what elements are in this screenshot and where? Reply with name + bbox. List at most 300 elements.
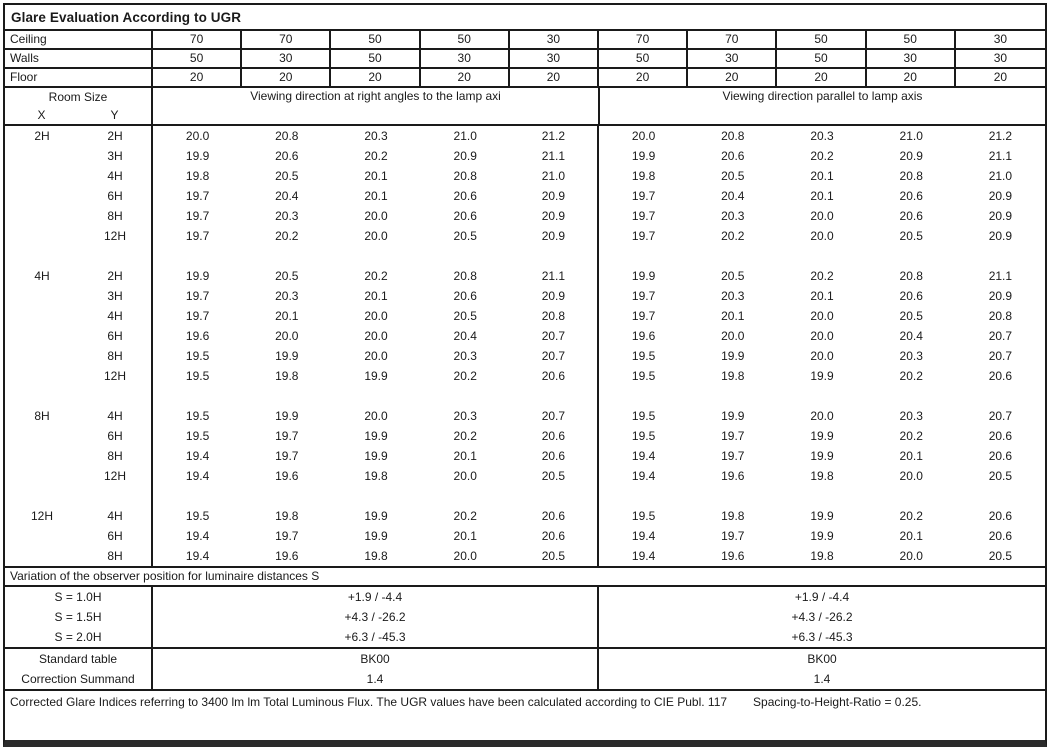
ugr-value: 20.8 bbox=[899, 169, 923, 183]
surface-value: 20 bbox=[331, 69, 420, 86]
ugr-value: 19.9 bbox=[275, 409, 299, 423]
ugr-value bbox=[956, 486, 1045, 506]
variation-row-right-value: +1.9 / -4.4 bbox=[794, 590, 850, 604]
room-x-label bbox=[5, 246, 79, 266]
ugr-value: 20.5 bbox=[899, 309, 923, 323]
ugr-value: 20.4 bbox=[275, 189, 299, 203]
ugr-value: 20.5 bbox=[510, 466, 599, 486]
ugr-value: 20.7 bbox=[988, 409, 1013, 423]
ugr-value: 20.1 bbox=[810, 169, 834, 183]
spacing-ratio-note: Spacing-to-Height-Ratio = 0.25. bbox=[753, 695, 922, 709]
surface-value: 50 bbox=[331, 31, 420, 48]
ugr-value: 19.9 bbox=[631, 269, 656, 283]
ugr-value: 19.8 bbox=[275, 369, 299, 383]
ugr-value: 19.9 bbox=[185, 149, 210, 163]
room-y-label: 4H bbox=[79, 406, 153, 426]
room-y-label: 12H bbox=[79, 366, 153, 386]
ugr-value: 20.0 bbox=[810, 329, 834, 343]
ugr-value: 20.9 bbox=[988, 289, 1013, 303]
room-x-label bbox=[5, 226, 79, 246]
ugr-value: 20.6 bbox=[988, 369, 1013, 383]
surface-value: 20 bbox=[993, 70, 1008, 84]
ugr-data-row bbox=[5, 526, 1045, 546]
ugr-value bbox=[153, 386, 242, 406]
ugr-value: 20.7 bbox=[988, 329, 1013, 343]
ugr-value: 19.6 bbox=[721, 469, 745, 483]
ugr-data-row bbox=[5, 266, 1045, 286]
surface-value: 70 bbox=[599, 31, 688, 48]
ugr-value: 19.8 bbox=[631, 169, 656, 183]
ugr-value: 20.3 bbox=[721, 289, 745, 303]
variation-header: Variation of the observer position for luminaire distances S bbox=[5, 568, 1045, 587]
surface-value: 20 bbox=[242, 69, 331, 86]
summary-row-correction-summand bbox=[5, 669, 1045, 689]
ugr-value bbox=[510, 386, 599, 406]
ugr-value: 20.0 bbox=[185, 129, 210, 143]
ugr-value: 20.3 bbox=[721, 209, 745, 223]
ugr-value: 20.6 bbox=[988, 429, 1013, 443]
ugr-value: 19.5 bbox=[185, 429, 210, 443]
ugr-value: 20.0 bbox=[899, 469, 923, 483]
ugr-value: 19.7 bbox=[275, 429, 299, 443]
ugr-value: 20.2 bbox=[364, 149, 388, 163]
ugr-value bbox=[510, 486, 599, 506]
spacer-row bbox=[5, 386, 1045, 406]
ugr-value: 19.5 bbox=[185, 349, 210, 363]
ugr-value: 20.0 bbox=[364, 309, 388, 323]
ugr-value: 20.3 bbox=[275, 209, 299, 223]
spacer-row bbox=[5, 246, 1045, 266]
room-y-label bbox=[79, 386, 153, 406]
summary-row-standard-table-left-value: BK00 bbox=[153, 649, 599, 669]
ugr-value: 20.8 bbox=[453, 269, 477, 283]
y-column-header: Y bbox=[110, 108, 119, 122]
ugr-value: 19.7 bbox=[631, 289, 656, 303]
summary-label: Correction Summand bbox=[5, 669, 153, 689]
ugr-value: 20.0 bbox=[364, 409, 388, 423]
room-x-label: 2H bbox=[34, 129, 50, 143]
viewing-direction-right-header: Viewing direction parallel to lamp axis bbox=[722, 89, 923, 103]
ugr-value: 20.9 bbox=[899, 149, 923, 163]
ugr-value: 19.9 bbox=[810, 509, 834, 523]
ugr-value bbox=[956, 386, 1045, 406]
surface-row-floor bbox=[5, 69, 1045, 88]
ugr-value: 20.6 bbox=[899, 189, 923, 203]
ugr-value bbox=[331, 486, 420, 506]
ugr-value: 20.3 bbox=[899, 409, 923, 423]
ugr-value: 20.8 bbox=[275, 129, 299, 143]
ugr-value bbox=[867, 386, 956, 406]
surface-value: 30 bbox=[867, 50, 956, 67]
footer-note-row bbox=[5, 691, 1045, 709]
room-y-label: 2H bbox=[79, 266, 153, 286]
ugr-value: 20.4 bbox=[899, 329, 923, 343]
ugr-value: 19.6 bbox=[185, 329, 210, 343]
ugr-value: 20.9 bbox=[988, 189, 1013, 203]
room-x-label bbox=[5, 166, 79, 186]
ugr-value: 19.9 bbox=[364, 449, 388, 463]
ugr-value: 19.9 bbox=[275, 349, 299, 363]
ugr-value: 20.8 bbox=[988, 309, 1013, 323]
ugr-value bbox=[242, 386, 331, 406]
variation-row-left-value: +6.3 / -45.3 bbox=[153, 627, 599, 647]
ugr-value: 20.2 bbox=[453, 429, 477, 443]
ugr-data-row bbox=[5, 346, 1045, 366]
ugr-value: 19.7 bbox=[721, 529, 745, 543]
variation-row-left-value: +1.9 / -4.4 bbox=[153, 587, 599, 607]
ugr-value: 20.2 bbox=[721, 229, 745, 243]
ugr-value: 20.6 bbox=[721, 149, 745, 163]
ugr-value: 19.4 bbox=[185, 529, 210, 543]
ugr-table-frame bbox=[3, 3, 1047, 747]
ugr-data-row bbox=[5, 286, 1045, 306]
ugr-value: 19.6 bbox=[631, 329, 656, 343]
ugr-value: 19.9 bbox=[810, 429, 834, 443]
ugr-value: 20.4 bbox=[453, 329, 477, 343]
room-y-label bbox=[79, 246, 153, 266]
ugr-value: 21.1 bbox=[988, 149, 1013, 163]
s-distance-label: S = 1.0H bbox=[5, 587, 153, 607]
ugr-data-row bbox=[5, 546, 1045, 566]
surface-value: 30 bbox=[510, 50, 599, 67]
ugr-value: 19.7 bbox=[721, 449, 745, 463]
spacer-row bbox=[5, 486, 1045, 506]
ugr-value bbox=[777, 386, 866, 406]
surface-value: 20 bbox=[599, 69, 688, 86]
ugr-value: 19.5 bbox=[631, 369, 656, 383]
ugr-value bbox=[421, 386, 510, 406]
ugr-value: 20.5 bbox=[453, 309, 477, 323]
room-x-label bbox=[5, 546, 79, 566]
surface-value: 50 bbox=[777, 50, 866, 67]
surface-value: 20 bbox=[421, 69, 510, 86]
ugr-value: 19.7 bbox=[185, 189, 210, 203]
ugr-value: 19.8 bbox=[721, 509, 745, 523]
ugr-value: 19.6 bbox=[275, 469, 299, 483]
ugr-value: 20.1 bbox=[721, 309, 745, 323]
ugr-value: 20.5 bbox=[275, 169, 299, 183]
footer-note: Corrected Glare Indices referring to 3400 lm lm Total Luminous Flux. The UGR values have been calculated according to CIE Publ. 117 bbox=[10, 695, 728, 709]
surface-value: 30 bbox=[993, 51, 1008, 65]
ugr-value: 20.6 bbox=[510, 446, 599, 466]
ugr-value: 19.7 bbox=[721, 429, 745, 443]
ugr-value: 20.0 bbox=[721, 329, 745, 343]
ugr-value: 19.7 bbox=[631, 209, 656, 223]
ugr-value: 20.2 bbox=[364, 269, 388, 283]
variation-row bbox=[5, 627, 1045, 647]
ugr-value: 20.1 bbox=[453, 449, 477, 463]
surface-value: 50 bbox=[867, 31, 956, 48]
ugr-value: 20.6 bbox=[899, 289, 923, 303]
ugr-value: 19.4 bbox=[185, 449, 210, 463]
ugr-value: 19.9 bbox=[631, 149, 656, 163]
room-y-label: 3H bbox=[79, 286, 153, 306]
ugr-value: 20.2 bbox=[453, 509, 477, 523]
ugr-value: 19.8 bbox=[185, 169, 210, 183]
ugr-value: 20.6 bbox=[453, 189, 477, 203]
ugr-value: 20.6 bbox=[275, 149, 299, 163]
ugr-value: 21.1 bbox=[510, 266, 599, 286]
surface-value: 50 bbox=[331, 50, 420, 67]
ugr-value: 20.5 bbox=[899, 229, 923, 243]
ugr-value: 20.9 bbox=[453, 149, 477, 163]
s-distance-label: S = 2.0H bbox=[5, 627, 153, 647]
room-y-label: 8H bbox=[79, 206, 153, 226]
ugr-data-row bbox=[5, 366, 1045, 386]
ugr-value: 19.4 bbox=[631, 549, 656, 563]
ugr-value: 20.6 bbox=[453, 209, 477, 223]
ugr-value bbox=[242, 486, 331, 506]
ugr-value: 20.8 bbox=[510, 306, 599, 326]
ugr-value: 19.7 bbox=[185, 209, 210, 223]
ugr-value: 20.6 bbox=[988, 449, 1013, 463]
ugr-value: 20.9 bbox=[510, 226, 599, 246]
ugr-data-row bbox=[5, 186, 1045, 206]
ugr-value bbox=[688, 386, 777, 406]
ugr-value: 19.4 bbox=[631, 469, 656, 483]
surface-value: 20 bbox=[153, 69, 242, 86]
ugr-value: 20.3 bbox=[899, 349, 923, 363]
ugr-value: 20.0 bbox=[364, 329, 388, 343]
x-column-header: X bbox=[37, 108, 46, 122]
room-x-label bbox=[5, 206, 79, 226]
ugr-value: 20.1 bbox=[810, 189, 834, 203]
ugr-value: 19.4 bbox=[185, 549, 210, 563]
ugr-value: 20.8 bbox=[721, 129, 745, 143]
ugr-value: 20.9 bbox=[988, 229, 1013, 243]
ugr-value: 20.2 bbox=[810, 149, 834, 163]
ugr-value bbox=[956, 246, 1045, 266]
surface-rows bbox=[5, 31, 1045, 88]
ugr-value bbox=[688, 246, 777, 266]
ugr-data-row bbox=[5, 306, 1045, 326]
ugr-value: 19.5 bbox=[631, 509, 656, 523]
ugr-value: 20.5 bbox=[721, 169, 745, 183]
ugr-value: 20.6 bbox=[510, 506, 599, 526]
ugr-value: 20.0 bbox=[810, 209, 834, 223]
ugr-value: 20.0 bbox=[275, 329, 299, 343]
ugr-value bbox=[777, 486, 866, 506]
ugr-value: 20.7 bbox=[510, 406, 599, 426]
ugr-value bbox=[867, 246, 956, 266]
ugr-value bbox=[599, 246, 688, 266]
surface-value: 50 bbox=[599, 50, 688, 67]
room-x-label bbox=[5, 346, 79, 366]
ugr-value: 20.2 bbox=[899, 509, 923, 523]
variation-row-right-value: +4.3 / -26.2 bbox=[791, 610, 853, 624]
room-y-label: 3H bbox=[79, 146, 153, 166]
ugr-value: 20.0 bbox=[364, 209, 388, 223]
surface-row-ceiling bbox=[5, 31, 1045, 50]
ugr-value: 19.9 bbox=[810, 369, 834, 383]
ugr-value: 19.5 bbox=[185, 409, 210, 423]
surface-value: 50 bbox=[777, 31, 866, 48]
room-x-label bbox=[5, 286, 79, 306]
ugr-value: 19.7 bbox=[631, 189, 656, 203]
ugr-value bbox=[867, 486, 956, 506]
surface-value: 50 bbox=[153, 50, 242, 67]
variation-row bbox=[5, 607, 1045, 627]
ugr-value: 20.1 bbox=[899, 449, 923, 463]
ugr-data-row bbox=[5, 146, 1045, 166]
surface-value: 20 bbox=[777, 69, 866, 86]
ugr-value bbox=[331, 386, 420, 406]
summary-label: Standard table bbox=[5, 649, 153, 669]
ugr-value: 20.3 bbox=[810, 129, 834, 143]
room-x-label bbox=[5, 486, 79, 506]
ugr-value: 20.3 bbox=[453, 349, 477, 363]
room-x-label: 12H bbox=[30, 509, 53, 523]
ugr-value: 20.5 bbox=[988, 469, 1013, 483]
room-size-xy-labels bbox=[5, 107, 151, 124]
surface-label: Walls bbox=[5, 50, 153, 67]
ugr-value: 19.5 bbox=[631, 409, 656, 423]
ugr-value: 21.0 bbox=[510, 166, 599, 186]
ugr-value: 20.1 bbox=[364, 189, 388, 203]
ugr-value: 19.9 bbox=[364, 509, 388, 523]
ugr-value: 19.7 bbox=[185, 229, 210, 243]
ugr-value: 20.6 bbox=[510, 426, 599, 446]
ugr-value: 19.5 bbox=[185, 509, 210, 523]
ugr-data-row bbox=[5, 326, 1045, 346]
ugr-value: 20.2 bbox=[453, 369, 477, 383]
ugr-value: 20.6 bbox=[988, 529, 1013, 543]
ugr-value: 20.9 bbox=[988, 209, 1013, 223]
ugr-value: 20.7 bbox=[988, 349, 1013, 363]
page-title: Glare Evaluation According to UGR bbox=[5, 5, 1045, 31]
room-y-label: 4H bbox=[79, 306, 153, 326]
surface-value: 30 bbox=[993, 32, 1008, 46]
ugr-value: 20.5 bbox=[510, 546, 599, 566]
ugr-value: 19.5 bbox=[185, 369, 210, 383]
surface-label: Floor bbox=[5, 69, 153, 86]
room-y-label: 2H bbox=[79, 126, 153, 146]
surface-value: 30 bbox=[242, 50, 331, 67]
room-y-label: 12H bbox=[79, 466, 153, 486]
room-x-label bbox=[5, 146, 79, 166]
ugr-value: 20.8 bbox=[453, 169, 477, 183]
room-x-label bbox=[5, 426, 79, 446]
room-x-label bbox=[5, 306, 79, 326]
room-x-label bbox=[5, 526, 79, 546]
ugr-value: 19.8 bbox=[810, 469, 834, 483]
ugr-value: 19.8 bbox=[275, 509, 299, 523]
variation-row-left-value: +4.3 / -26.2 bbox=[153, 607, 599, 627]
room-y-label: 6H bbox=[79, 526, 153, 546]
surface-value: 30 bbox=[421, 50, 510, 67]
ugr-value: 20.6 bbox=[988, 509, 1013, 523]
room-y-label: 6H bbox=[79, 186, 153, 206]
ugr-value: 20.6 bbox=[510, 366, 599, 386]
ugr-value: 20.1 bbox=[453, 529, 477, 543]
ugr-value: 20.0 bbox=[810, 229, 834, 243]
room-x-label bbox=[5, 446, 79, 466]
surface-value: 70 bbox=[153, 31, 242, 48]
summary-rows bbox=[5, 649, 1045, 691]
surface-label: Ceiling bbox=[5, 31, 153, 48]
ugr-value bbox=[153, 246, 242, 266]
ugr-value: 19.9 bbox=[185, 269, 210, 283]
ugr-value bbox=[599, 486, 688, 506]
room-x-label: 8H bbox=[34, 409, 50, 423]
ugr-value: 19.9 bbox=[364, 529, 388, 543]
surface-value: 20 bbox=[867, 69, 956, 86]
s-distance-label: S = 1.5H bbox=[5, 607, 153, 627]
ugr-value: 19.7 bbox=[631, 309, 656, 323]
ugr-value: 20.9 bbox=[510, 206, 599, 226]
ugr-value: 21.2 bbox=[510, 126, 599, 146]
ugr-value: 19.9 bbox=[810, 529, 834, 543]
ugr-value: 20.6 bbox=[899, 209, 923, 223]
ugr-value: 20.5 bbox=[275, 269, 299, 283]
ugr-data-row bbox=[5, 446, 1045, 466]
ugr-value: 20.8 bbox=[899, 269, 923, 283]
ugr-value: 20.2 bbox=[899, 369, 923, 383]
ugr-value: 20.1 bbox=[275, 309, 299, 323]
ugr-value: 21.0 bbox=[453, 129, 477, 143]
room-x-label bbox=[5, 466, 79, 486]
variation-row bbox=[5, 587, 1045, 607]
ugr-data-row bbox=[5, 466, 1045, 486]
ugr-value: 19.7 bbox=[185, 289, 210, 303]
ugr-value: 19.6 bbox=[721, 549, 745, 563]
ugr-value: 20.2 bbox=[275, 229, 299, 243]
ugr-value: 21.1 bbox=[988, 269, 1013, 283]
surface-value: 70 bbox=[242, 31, 331, 48]
ugr-value: 20.0 bbox=[631, 129, 656, 143]
ugr-value: 20.3 bbox=[275, 289, 299, 303]
ugr-data-row bbox=[5, 206, 1045, 226]
room-y-label: 6H bbox=[79, 426, 153, 446]
ugr-value: 21.0 bbox=[988, 169, 1013, 183]
room-y-label: 6H bbox=[79, 326, 153, 346]
ugr-value bbox=[242, 246, 331, 266]
ugr-data-row bbox=[5, 506, 1045, 526]
ugr-data-row bbox=[5, 166, 1045, 186]
ugr-value: 19.8 bbox=[364, 549, 388, 563]
ugr-value: 20.0 bbox=[364, 229, 388, 243]
surface-value: 20 bbox=[510, 69, 599, 86]
ugr-value: 20.9 bbox=[510, 286, 599, 306]
ugr-value: 20.5 bbox=[453, 229, 477, 243]
ugr-value bbox=[153, 486, 242, 506]
ugr-data-rows bbox=[5, 126, 1045, 568]
ugr-value bbox=[421, 486, 510, 506]
ugr-value: 19.7 bbox=[631, 229, 656, 243]
ugr-value bbox=[599, 386, 688, 406]
ugr-value: 20.0 bbox=[810, 409, 834, 423]
ugr-value: 20.2 bbox=[810, 269, 834, 283]
ugr-data-row bbox=[5, 126, 1045, 146]
ugr-value: 20.1 bbox=[364, 169, 388, 183]
ugr-value bbox=[331, 246, 420, 266]
ugr-value: 20.2 bbox=[899, 429, 923, 443]
summary-row-standard-table-right-value: BK00 bbox=[807, 652, 837, 666]
ugr-value: 19.8 bbox=[810, 549, 834, 563]
ugr-value: 19.4 bbox=[185, 469, 210, 483]
ugr-value: 20.4 bbox=[721, 189, 745, 203]
variation-rows bbox=[5, 587, 1045, 649]
ugr-value: 21.2 bbox=[988, 129, 1013, 143]
viewing-direction-left-header: Viewing direction at right angles to the lamp axi bbox=[153, 88, 600, 124]
surface-row-walls bbox=[5, 50, 1045, 69]
surface-value: 50 bbox=[421, 31, 510, 48]
ugr-value bbox=[777, 246, 866, 266]
room-y-label: 8H bbox=[79, 346, 153, 366]
ugr-data-row bbox=[5, 406, 1045, 426]
ugr-value: 19.5 bbox=[631, 429, 656, 443]
ugr-value: 19.4 bbox=[631, 529, 656, 543]
